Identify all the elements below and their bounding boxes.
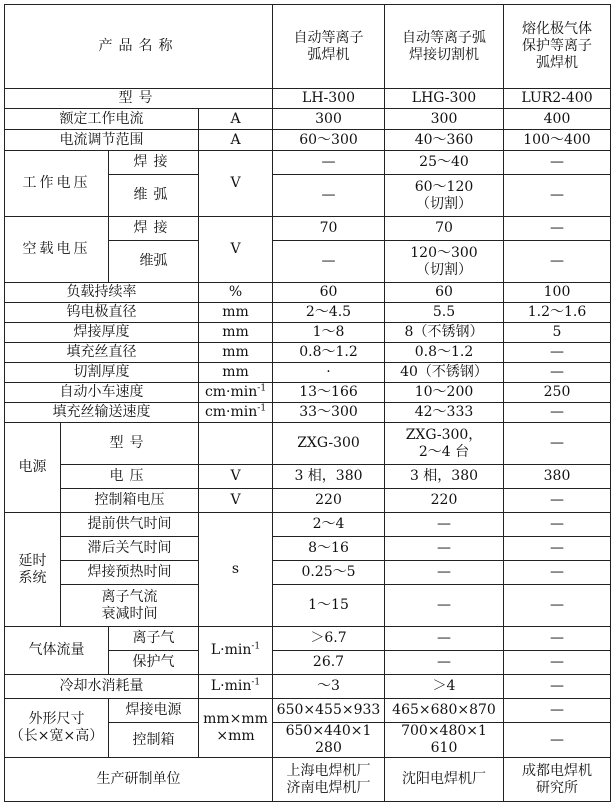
model-v3: LUR2-400 <box>504 89 611 109</box>
weld-thickness-v2: 8（不锈钢） <box>385 323 504 343</box>
post-gas-v1: 8～16 <box>273 537 385 561</box>
cooling-water-v1: ～3 <box>273 675 385 699</box>
post-gas-v2: — <box>385 537 504 561</box>
electrode-dia-unit: mm <box>199 303 273 323</box>
post-gas-label: 滞后关气时间 <box>61 537 199 561</box>
model-row <box>5 89 611 109</box>
duty-cycle-row <box>5 283 611 303</box>
header-row <box>5 5 611 89</box>
carriage-speed-v3: 250 <box>504 383 611 403</box>
duty-cycle-v2: 60 <box>385 283 504 303</box>
pre-gas-v1: 2～4 <box>273 513 385 537</box>
shield-gas-v2: — <box>385 651 504 675</box>
col1-header: 自动等离子 弧焊机 <box>273 5 385 89</box>
maker-v2: 沈阳电焊机厂 <box>385 758 504 802</box>
filler-dia-row <box>5 343 611 363</box>
rated-current-row <box>5 109 611 130</box>
carriage-speed-label: 自动小车速度 <box>5 383 199 403</box>
dimensions-label: 外形尺寸 （长×宽×高） <box>5 699 109 758</box>
delay-system-label: 延时 系统 <box>5 513 61 627</box>
control-voltage-unit: V <box>199 489 273 513</box>
duty-cycle-unit: % <box>199 283 273 303</box>
plasma-gas-v1: ＞6.7 <box>273 627 385 651</box>
current-range-row <box>5 130 611 151</box>
power-voltage-row <box>5 465 611 489</box>
control-voltage-label: 控制箱电压 <box>61 489 199 513</box>
preheat-row <box>5 561 611 585</box>
decay-v2: — <box>385 585 504 627</box>
rated-current-v1: 300 <box>273 109 385 130</box>
dim-power-v2: 465×680×870 <box>385 699 504 723</box>
preheat-v2: — <box>385 561 504 585</box>
wire-feed-speed-v1: 33～300 <box>273 403 385 423</box>
dim-power-v3: — <box>504 699 611 723</box>
noload-voltage-label: 空载电压 <box>5 217 109 283</box>
carriage-speed-v1: 13～166 <box>273 383 385 403</box>
work-voltage-weld-row <box>5 151 611 175</box>
noload-voltage-weld-row <box>5 217 611 241</box>
work-voltage-arc-label: 维弧 <box>109 175 199 217</box>
col2-header: 自动等离子弧 焊接切割机 <box>385 5 504 89</box>
work-voltage-weld-label: 焊接 <box>109 151 199 175</box>
power-voltage-v3: 380 <box>504 465 611 489</box>
shield-gas-label: 保护气 <box>109 651 199 675</box>
maker-v1: 上海电焊机厂 济南电焊机厂 <box>273 758 385 802</box>
work-voltage-weld-v1: — <box>273 151 385 175</box>
current-range-v2: 40～360 <box>385 130 504 151</box>
work-voltage-weld-v3: — <box>504 151 611 175</box>
cooling-water-label: 冷却水消耗量 <box>5 675 199 699</box>
dim-control-label: 控制箱 <box>109 723 199 758</box>
cut-thickness-v1: · <box>273 363 385 383</box>
current-range-v3: 100～400 <box>504 130 611 151</box>
carriage-speed-v2: 10～200 <box>385 383 504 403</box>
work-voltage-weld-v2: 25～40 <box>385 151 504 175</box>
rated-current-v2: 300 <box>385 109 504 130</box>
maker-v3: 成都电焊机 研究所 <box>504 758 611 802</box>
pre-gas-row <box>5 513 611 537</box>
duty-cycle-label: 负载持续率 <box>5 283 199 303</box>
dim-control-v3: — <box>504 723 611 758</box>
dimensions-unit: mm×mm ×mm <box>199 699 273 758</box>
shield-gas-v3: — <box>504 651 611 675</box>
work-voltage-arc-v1: — <box>273 175 385 217</box>
control-voltage-v2: 220 <box>385 489 504 513</box>
work-voltage-unit: V <box>199 151 273 217</box>
col3-header: 熔化极气体 保护等离子 弧焊机 <box>504 5 611 89</box>
weld-thickness-label: 焊接厚度 <box>5 323 199 343</box>
power-model-v1: ZXG-300 <box>273 423 385 465</box>
noload-voltage-arc-v3: — <box>504 241 611 283</box>
noload-voltage-arc-label: 维弧 <box>109 241 199 283</box>
filler-dia-v2: 0.8～1.2 <box>385 343 504 363</box>
power-voltage-v2: 3 相，380 <box>385 465 504 489</box>
pre-gas-v3: — <box>504 513 611 537</box>
rated-current-v3: 400 <box>504 109 611 130</box>
power-model-v3: — <box>504 423 611 465</box>
cooling-water-v2: ＞4 <box>385 675 504 699</box>
gas-flow-label: 气体流量 <box>5 627 109 675</box>
noload-voltage-weld-v1: 70 <box>273 217 385 241</box>
power-voltage-v1: 3 相，380 <box>273 465 385 489</box>
cut-thickness-label: 切割厚度 <box>5 363 199 383</box>
work-voltage-label: 工作电压 <box>5 151 109 217</box>
wire-feed-speed-label: 填充丝输送速度 <box>5 403 199 423</box>
dim-power-row <box>5 699 611 723</box>
filler-dia-unit: mm <box>199 343 273 363</box>
maker-label: 生产研制单位 <box>5 758 273 802</box>
filler-dia-label: 填充丝直径 <box>5 343 199 363</box>
noload-voltage-arc-v2: 120～300 （切割） <box>385 241 504 283</box>
current-range-unit: A <box>199 130 273 151</box>
electrode-dia-label: 钨电极直径 <box>5 303 199 323</box>
rated-current-unit: A <box>199 109 273 130</box>
post-gas-v3: — <box>504 537 611 561</box>
control-voltage-v1: 220 <box>273 489 385 513</box>
electrode-dia-row <box>5 303 611 323</box>
dim-power-v1: 650×455×933 <box>273 699 385 723</box>
dim-control-v2: 700×480×1 610 <box>385 723 504 758</box>
model-v2: LHG-300 <box>385 89 504 109</box>
preheat-label: 焊接预热时间 <box>61 561 199 585</box>
rated-current-label: 额定工作电流 <box>5 109 199 130</box>
shield-gas-v1: 26.7 <box>273 651 385 675</box>
plasma-gas-row <box>5 627 611 651</box>
power-model-unit <box>199 423 273 465</box>
control-voltage-row <box>5 489 611 513</box>
filler-dia-v1: 0.8～1.2 <box>273 343 385 363</box>
cooling-water-unit: $L\cdot\min^{-1}$ <box>199 675 273 699</box>
noload-voltage-weld-label: 焊接 <box>109 217 199 241</box>
pre-gas-label: 提前供气时间 <box>61 513 199 537</box>
decay-label: 离子气流 衰减时间 <box>61 585 199 627</box>
current-range-v1: 60～300 <box>273 130 385 151</box>
weld-thickness-v1: 1～8 <box>273 323 385 343</box>
model-v1: LH-300 <box>273 89 385 109</box>
power-model-v2: ZXG-300， 2～4 台 <box>385 423 504 465</box>
power-model-row <box>5 423 611 465</box>
welder-spec-table <box>4 4 611 802</box>
decay-row <box>5 585 611 627</box>
decay-v1: 1～15 <box>273 585 385 627</box>
wire-feed-speed-v2: 42～333 <box>385 403 504 423</box>
work-voltage-arc-v3: — <box>504 175 611 217</box>
weld-thickness-v3: 5 <box>504 323 611 343</box>
weld-thickness-unit: mm <box>199 323 273 343</box>
gas-flow-unit: $L\cdot\min^{-1}$ <box>199 627 273 675</box>
carriage-speed-row <box>5 383 611 403</box>
weld-thickness-row <box>5 323 611 343</box>
electrode-dia-v2: 5.5 <box>385 303 504 323</box>
noload-voltage-weld-v2: 70 <box>385 217 504 241</box>
power-supply-label: 电源 <box>5 423 61 513</box>
dim-control-v1: 650×440×1 280 <box>273 723 385 758</box>
power-voltage-label: 电压 <box>61 465 199 489</box>
noload-voltage-arc-v1: — <box>273 241 385 283</box>
post-gas-row <box>5 537 611 561</box>
plasma-gas-v3: — <box>504 627 611 651</box>
work-voltage-arc-v2: 60～120 （切割） <box>385 175 504 217</box>
filler-dia-v3: — <box>504 343 611 363</box>
control-voltage-v3: — <box>504 489 611 513</box>
electrode-dia-v3: 1.2～1.6 <box>504 303 611 323</box>
cut-thickness-v2: 40（不锈钢） <box>385 363 504 383</box>
wire-feed-speed-row <box>5 403 611 423</box>
current-range-label: 电流调节范围 <box>5 130 199 151</box>
cooling-water-row <box>5 675 611 699</box>
cut-thickness-unit: mm <box>199 363 273 383</box>
delay-system-unit: s <box>199 513 273 627</box>
cooling-water-v3: — <box>504 675 611 699</box>
maker-row <box>5 758 611 802</box>
duty-cycle-v3: 100 <box>504 283 611 303</box>
pre-gas-v2: — <box>385 513 504 537</box>
noload-voltage-unit: V <box>199 217 273 283</box>
decay-v3: — <box>504 585 611 627</box>
duty-cycle-v1: 60 <box>273 283 385 303</box>
electrode-dia-v1: 2～4.5 <box>273 303 385 323</box>
plasma-gas-label: 离子气 <box>109 627 199 651</box>
power-voltage-unit: V <box>199 465 273 489</box>
preheat-v3: — <box>504 561 611 585</box>
plasma-gas-v2: — <box>385 627 504 651</box>
preheat-v1: 0.25～5 <box>273 561 385 585</box>
noload-voltage-weld-v3: — <box>504 217 611 241</box>
cut-thickness-v3: — <box>504 363 611 383</box>
product-name-header: 产品名称 <box>5 5 273 89</box>
wire-feed-speed-unit: $cm\cdot\min^{-1}$ <box>199 403 273 423</box>
power-model-label: 型号 <box>61 423 199 465</box>
model-label: 型号 <box>5 89 273 109</box>
dim-power-label: 焊接电源 <box>109 699 199 723</box>
wire-feed-speed-v3: — <box>504 403 611 423</box>
carriage-speed-unit: $cm\cdot\min^{-1}$ <box>199 383 273 403</box>
cut-thickness-row <box>5 363 611 383</box>
